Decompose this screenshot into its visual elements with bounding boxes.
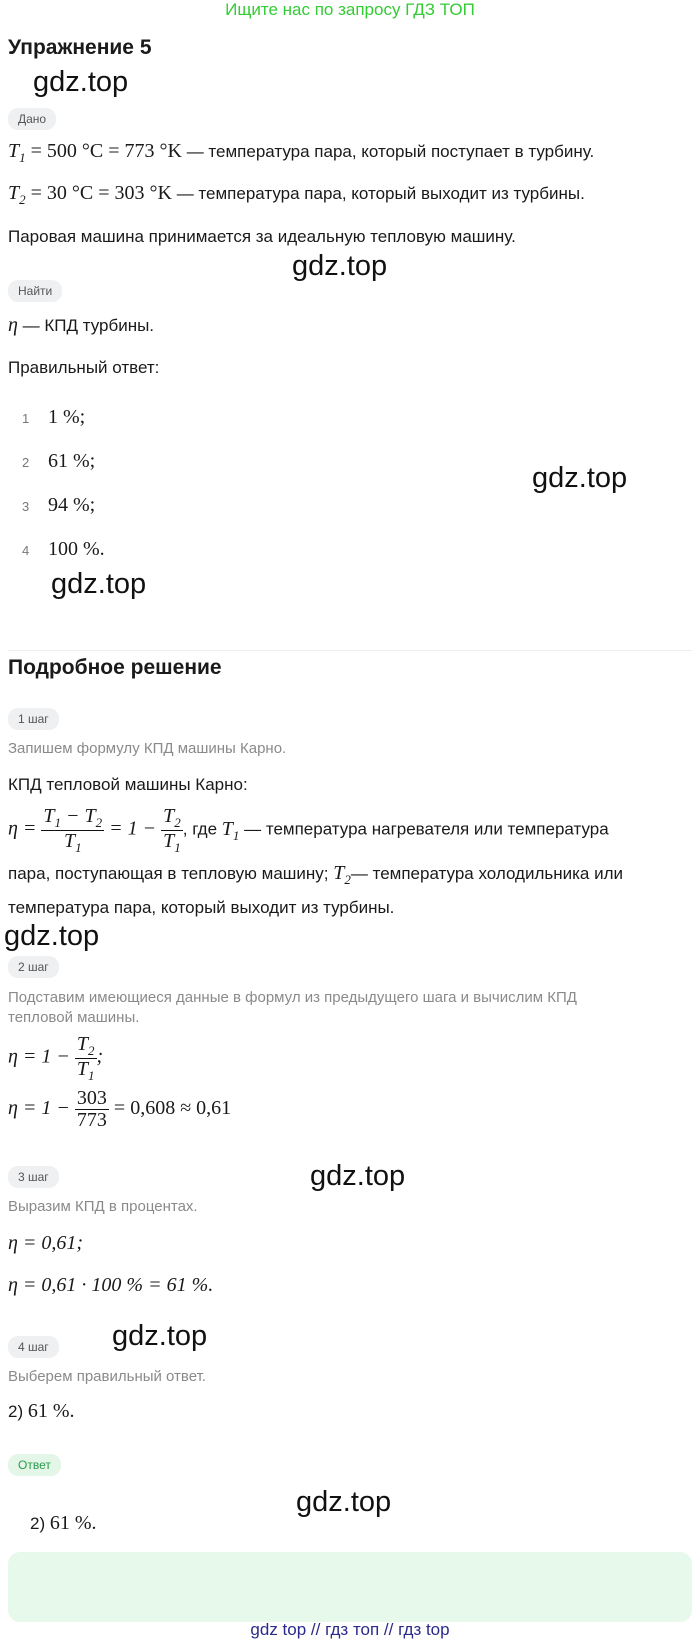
step2-hint: Подставим имеющиеся данные в формул из предыдущего шага и вычислим КПД тепловой машины.	[8, 989, 577, 1026]
step2-tag: 2 шаг	[8, 956, 59, 978]
top-banner[interactable]: Ищите нас по запросу ГДЗ ТОП	[225, 0, 475, 19]
option-4[interactable]: 4 100 %.	[22, 538, 105, 560]
given-t2: $T_2 = 30$ °C = 303 °K — температура пара, который выходит из турбины.	[8, 182, 585, 207]
step2-formula1: η = 1 − $\frac{T_2}{T_1}$ ;	[8, 1033, 104, 1083]
find-tag: Найти	[8, 280, 62, 302]
find-text: η — КПД турбины.	[8, 314, 155, 336]
watermark: gdz.top	[310, 1160, 406, 1192]
watermark: gdz.top	[292, 250, 388, 282]
step3-tag: 3 шаг	[8, 1166, 59, 1188]
watermark: gdz.top	[112, 1320, 208, 1352]
watermark: gdz.top	[33, 66, 129, 98]
step4-hint: Выберем правильный ответ.	[8, 1368, 206, 1385]
step4-answer: 2) 61 %.	[8, 1400, 75, 1422]
step1-tag: 1 шаг	[8, 708, 59, 730]
answer-tag: Ответ	[8, 1454, 61, 1476]
watermark: gdz.top	[51, 568, 147, 600]
page-title: Упражнение 5	[8, 36, 152, 59]
section-divider	[8, 650, 692, 651]
carnot-formula: η = $\frac{T_1 - T_2}{T_1}$ = 1 − $\frac{T_2}{T_1}$ , где $T_1$ — температура нагревателя или температура	[8, 805, 609, 855]
given-tag: Дано	[8, 108, 56, 130]
step1-line2: пара, поступающая в тепловую машину; $T_2—$ температура холодильника или	[8, 862, 624, 887]
given-note: Паровая машина принимается за идеальную тепловую машину.	[8, 227, 516, 246]
step1-heading: КПД тепловой машины Карно:	[8, 775, 248, 794]
step2-formula2: η = 1 − $\frac{303}{773}$ = 0,608 ≈ 0,61	[8, 1087, 232, 1131]
option-3[interactable]: 3 94 %;	[22, 494, 96, 516]
options-label: Правильный ответ:	[8, 358, 160, 377]
step1-line3: температура пара, который выходит из турбины.	[8, 898, 395, 917]
option-1[interactable]: 1 1 %;	[22, 406, 86, 428]
option-2[interactable]: 2 61 %;	[22, 450, 96, 472]
watermark: gdz.top	[296, 1486, 392, 1518]
step3-hint: Выразим КПД в процентах.	[8, 1198, 198, 1215]
footer-links[interactable]: gdz top // гдз топ // гдз top	[250, 1620, 450, 1639]
final-answer: 2) 61 %.	[30, 1512, 97, 1534]
step1-hint: Запишем формулу КПД машины Карно.	[8, 740, 287, 757]
step3-line1: η = 0,61;	[8, 1232, 84, 1254]
step4-tag: 4 шаг	[8, 1336, 59, 1358]
watermark: gdz.top	[532, 462, 628, 494]
given-t1: $T_1 = 500$ °C = 773 °K — температура пара, который поступает в турбину.	[8, 140, 595, 165]
solution-title: Подробное решение	[8, 656, 222, 679]
watermark: gdz.top	[4, 920, 100, 952]
step3-line2: η = 0,61 · 100 % = 61 %.	[8, 1274, 214, 1296]
answer-box	[8, 1552, 692, 1622]
